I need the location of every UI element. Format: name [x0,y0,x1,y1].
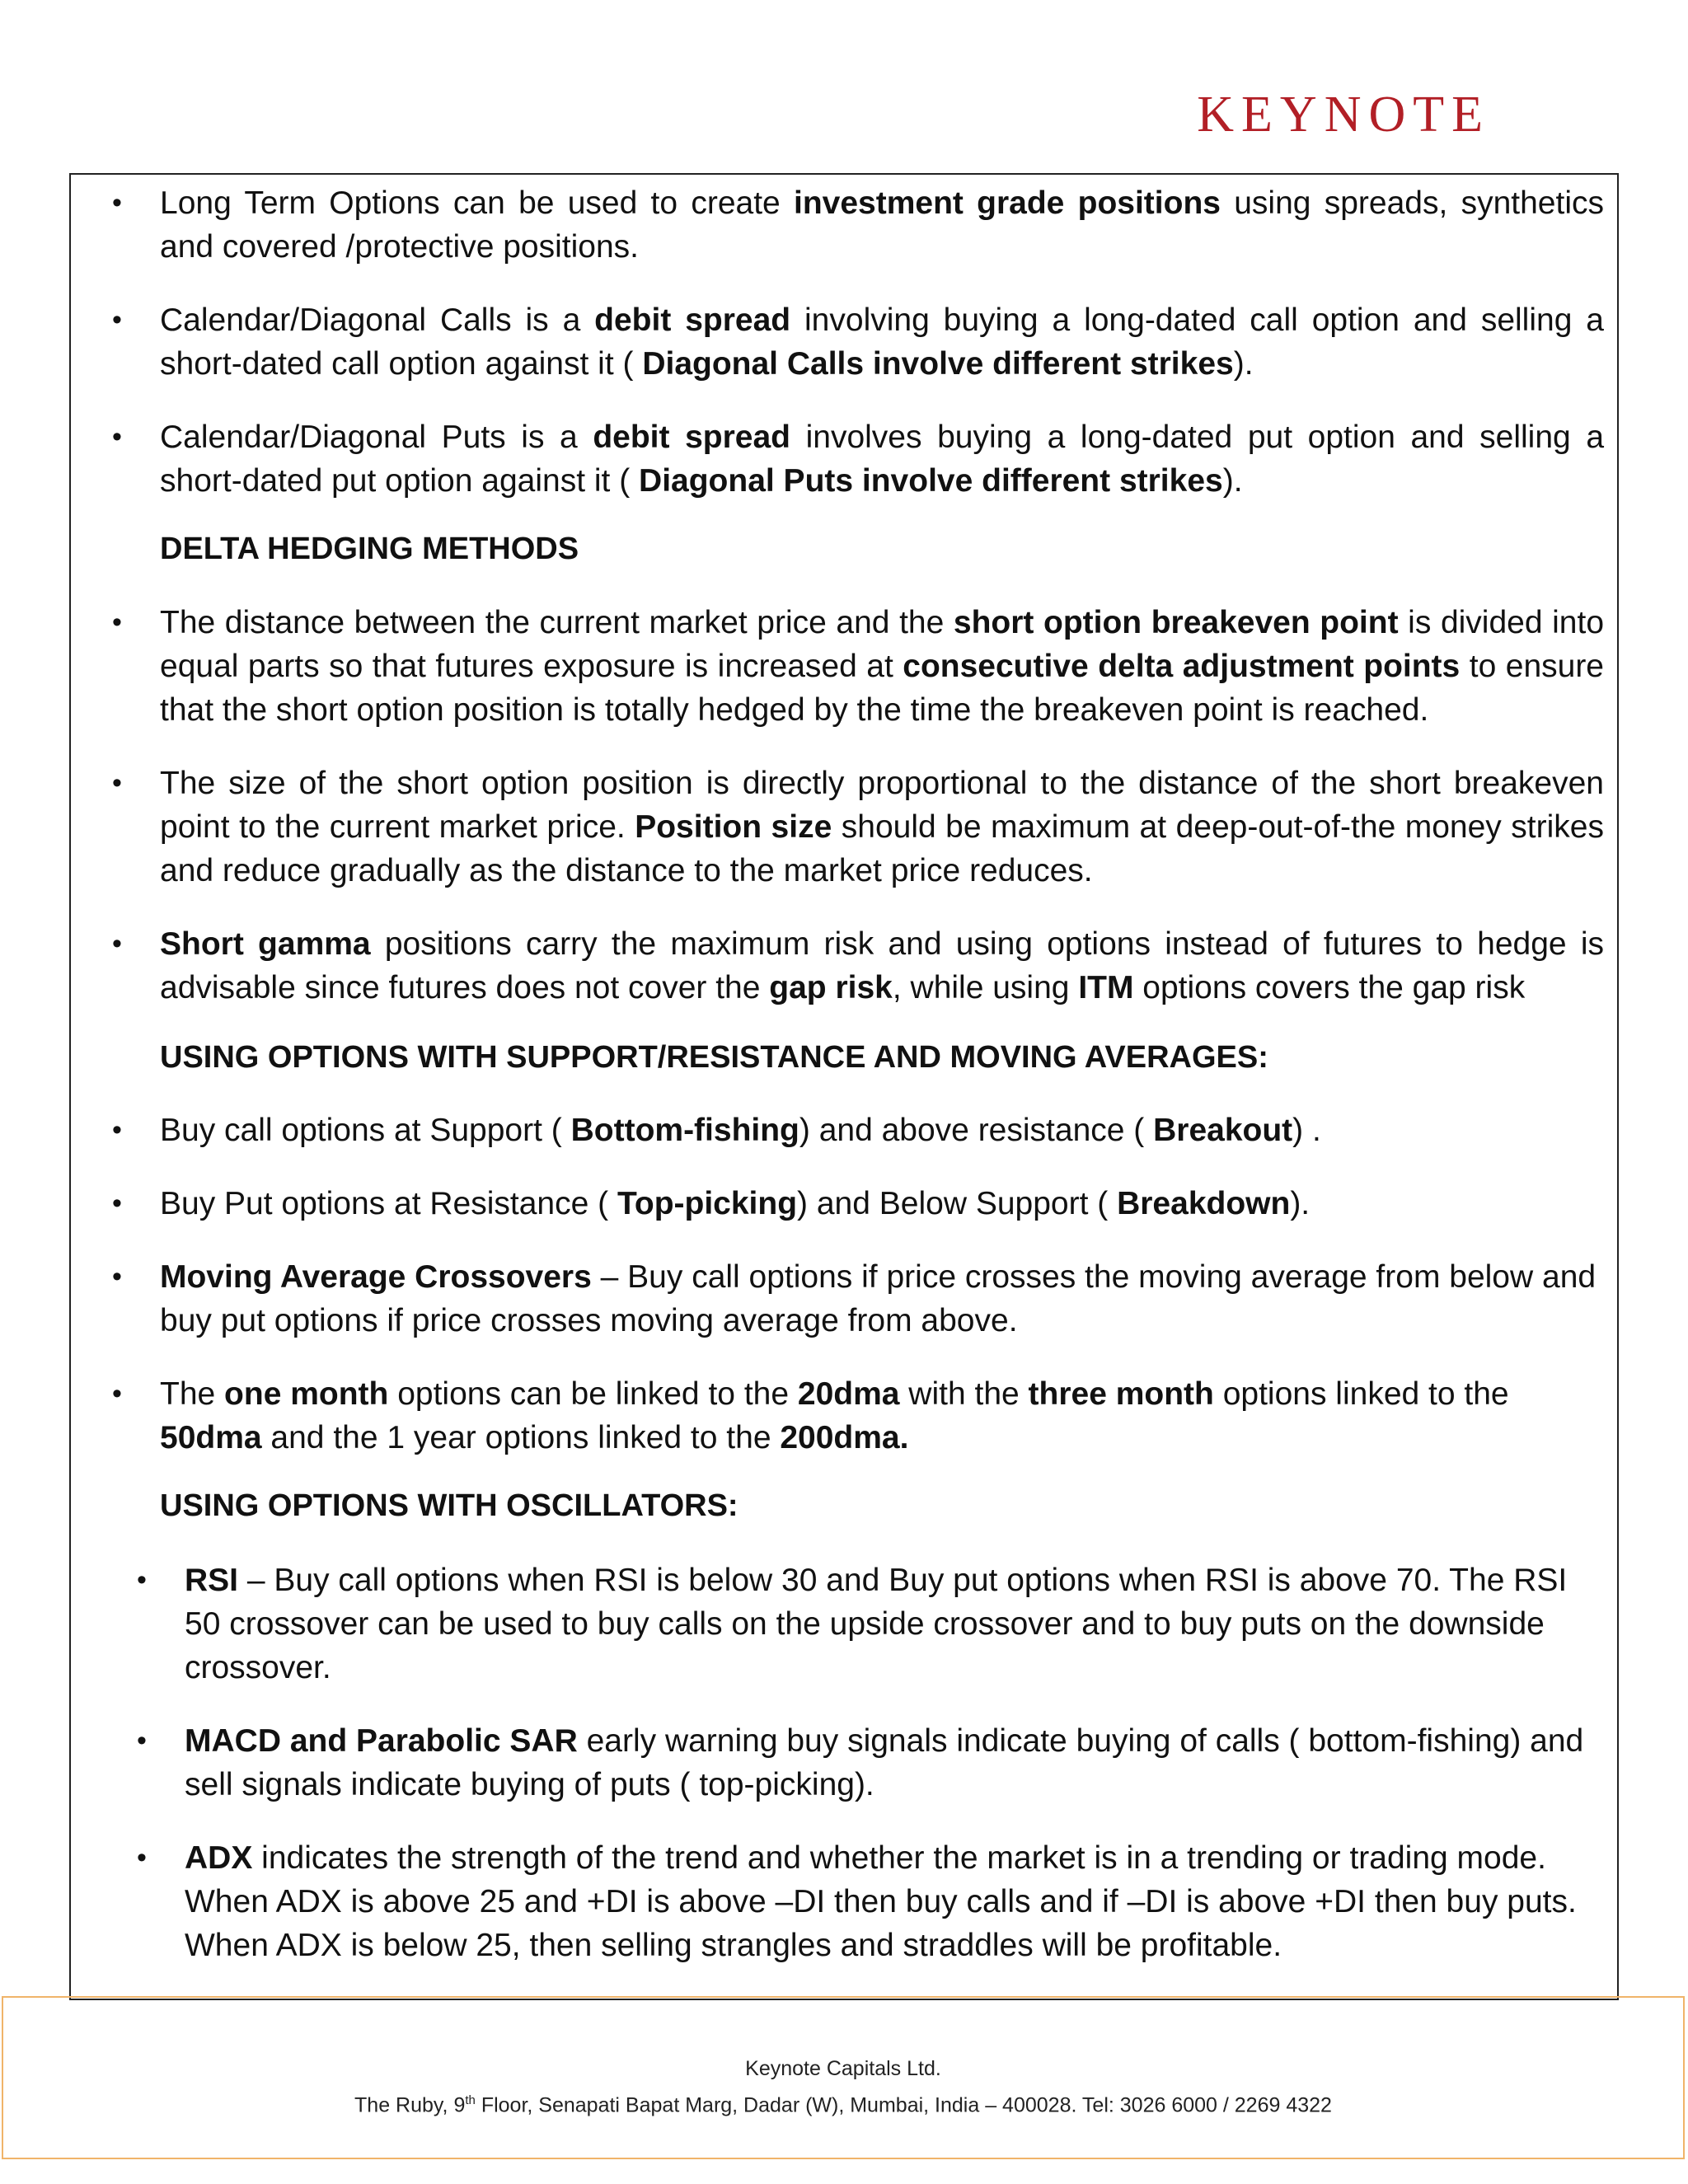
bullet-icon: • [112,1188,122,1219]
bullet-text: Buy call options at Support ( Bottom-fishing) and above resistance ( Breakout) . [160,1113,1321,1148]
bullet-icon: • [112,928,122,959]
bullet-icon: • [112,1378,122,1409]
bullet-icon: • [112,1261,122,1292]
bullet-text: MACD and Parabolic SAR early warning buy signals indicate buying of calls ( bottom-fishing) and sell signals indicate buying of puts ( top-picking). [185,1723,1584,1802]
footer-company: Keynote Capitals Ltd. [745,2057,941,2080]
footer [2,1996,1685,2159]
keynote-logo: KEYNOTE [1197,87,1490,143]
bullet-text: ADX indicates the strength of the trend and whether the market is in a trending or trading mode. When ADX is above 25 and +DI is above –DI then buy calls and if –DI is above +DI then buy puts. When ADX is below 25, then selling strangles and straddles will be profitable. [185,1840,1577,1963]
bullet-text: The one month options can be linked to the 20dma with the three month options linked to the 50dma and the 1 year options linked to the 200dma. [160,1376,1509,1455]
bullet-text: Short gamma positions carry the maximum risk and using options instead of futures to hedge is advisable since futures does not cover the gap risk, while using ITM options covers the gap risk [160,926,1604,1005]
bullet-icon: • [112,304,122,335]
bullet-icon: • [112,421,122,452]
bullet-icon: • [112,187,122,218]
bullet-text: The distance between the current market price and the short option breakeven point is divided into equal parts so that futures exposure is increased at consecutive delta adjustment points to ensure that the short option position is totally hedged by the time the breakeven point is reached. [160,605,1605,728]
bullet-text: Calendar/Diagonal Calls is a debit spread involving buying a long-dated call option and selling a short-dated call option against it ( Diagonal Calls involve different strikes). [160,302,1604,382]
bullet-text: Moving Average Crossovers – Buy call options if price crosses the moving average from below and buy put options if price crosses moving average from above. [160,1259,1597,1338]
content-box [69,173,1619,2000]
bullet-icon: • [137,1725,147,1756]
bullet-text: The size of the short option position is directly proportional to the distance of the short breakeven point to the current market price. Position size should be maximum at deep-out-of-the money strikes and reduce gradually as the distance to the market price reduces. [160,766,1604,888]
section-heading: USING OPTIONS WITH OSCILLATORS: [160,1488,738,1523]
bullet-icon: • [112,607,122,638]
bullet-text: Long Term Options can be used to create investment grade positions using spreads, synthetics and covered /protective positions. [160,185,1604,265]
bullet-text: RSI – Buy call options when RSI is below 30 and Buy put options when RSI is above 70. The RSI 50 crossover can be used to buy calls on the upside crossover and to buy puts on the downside crossover. [185,1563,1568,1685]
bullet-text: Calendar/Diagonal Puts is a debit spread involves buying a long-dated put option and selling a short-dated put option against it ( Diagonal Puts involve different strikes). [160,419,1605,499]
bullet-text: Buy Put options at Resistance ( Top-picking) and Below Support ( Breakdown). [160,1186,1311,1221]
bullet-icon: • [112,1114,122,1146]
section-heading: USING OPTIONS WITH SUPPORT/RESISTANCE AND MOVING AVERAGES: [160,1040,1268,1075]
bullet-icon: • [137,1564,147,1596]
bullet-icon: • [112,767,122,799]
bullet-icon: • [137,1842,147,1873]
footer-address: The Ruby, 9th Floor, Senapati Bapat Marg, Dadar (W), Mumbai, India – 400028. Tel: 3026 6000 / 2269 4322 [354,2093,1332,2117]
section-heading: DELTA HEDGING METHODS [160,532,579,566]
